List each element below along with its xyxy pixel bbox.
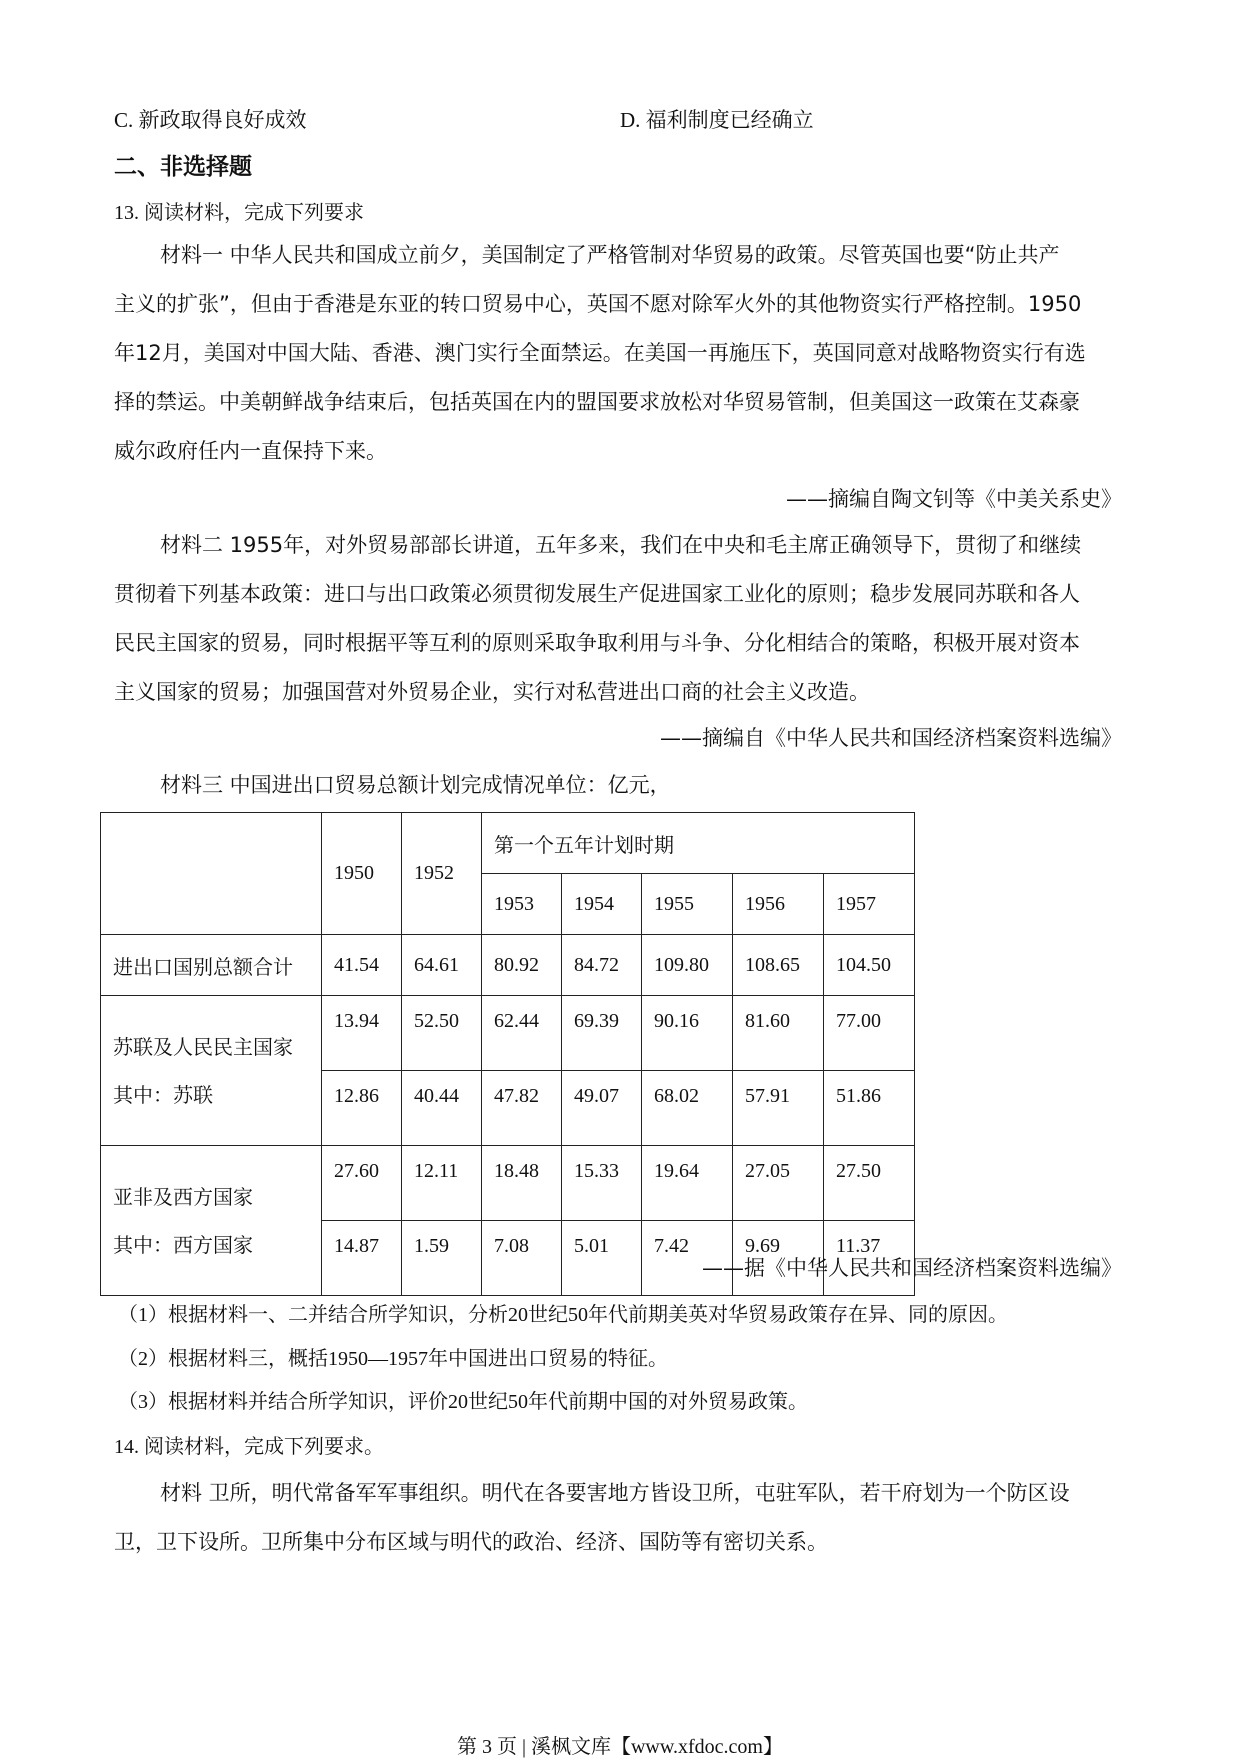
row-label: 亚非及西方国家 xyxy=(113,1184,253,1209)
page-footer: 第 3 页 | 溪枫文库【www.xfdoc.com】 xyxy=(456,1736,783,1758)
row-label: 其中：西方国家 xyxy=(113,1232,253,1257)
table-cell: 5.01 xyxy=(562,1221,642,1296)
table-cell: 41.54 xyxy=(322,935,402,996)
m2-line-1: 材料二 1955年，对外贸易部部长讲道，五年多来，我们在中央和毛主席正确领导下，贯彻了和继续 xyxy=(160,533,1082,557)
table-cell: 62.44 xyxy=(482,996,562,1071)
table-row xyxy=(101,996,915,1071)
plan-header: 第一个五年计划时期 xyxy=(482,813,915,874)
row-label-group xyxy=(101,1146,322,1296)
table-corner xyxy=(101,813,322,935)
table-cell: 68.02 xyxy=(642,1071,733,1146)
table-cell: 49.07 xyxy=(562,1071,642,1146)
table-cell: 1.59 xyxy=(402,1221,482,1296)
row-label: 苏联及人民民主国家 xyxy=(113,1034,293,1059)
m3-title: 材料三 中国进出口贸易总额计划完成情况单位：亿元， xyxy=(160,773,671,797)
table-cell: 57.91 xyxy=(733,1071,824,1146)
row-label-group xyxy=(101,996,322,1146)
year-header: 1957 xyxy=(824,874,915,935)
section-title: 二、非选择题 xyxy=(114,154,252,180)
option-d: D. 福利制度已经确立 xyxy=(620,108,814,132)
option-c: C. 新政取得良好成效 xyxy=(114,108,307,132)
sub-question-1: （1）根据材料一、二并结合所学知识，分析20世纪50年代前期美英对华贸易政策存在异、同的原因。 xyxy=(118,1304,1008,1326)
table-cell: 27.05 xyxy=(733,1146,824,1221)
year-header: 1950 xyxy=(322,813,402,935)
trade-table xyxy=(100,812,915,1296)
table-cell: 52.50 xyxy=(402,996,482,1071)
q14-title: 14. 阅读材料，完成下列要求。 xyxy=(114,1436,384,1458)
table-cell: 19.64 xyxy=(642,1146,733,1221)
q14-line-2: 卫，卫下设所。卫所集中分布区域与明代的政治、经济、国防等有密切关系。 xyxy=(114,1530,828,1554)
table-cell: 12.11 xyxy=(402,1146,482,1221)
table-cell: 18.48 xyxy=(482,1146,562,1221)
table-cell: 108.65 xyxy=(733,935,824,996)
table-cell: 7.08 xyxy=(482,1221,562,1296)
year-header: 1956 xyxy=(733,874,824,935)
table-cell: 12.86 xyxy=(322,1071,402,1146)
table-row xyxy=(101,1146,915,1221)
sub-question-2: （2）根据材料三，概括1950—1957年中国进出口贸易的特征。 xyxy=(118,1348,668,1370)
year-header: 1952 xyxy=(402,813,482,935)
m1-line-1: 材料一 中华人民共和国成立前夕，美国制定了严格管制对华贸易的政策。尽管英国也要“防止共产 xyxy=(160,243,1060,267)
m2-source: ——摘编自《中华人民共和国经济档案资料选编》 xyxy=(660,726,1122,750)
table-cell: 7.42 xyxy=(642,1221,733,1296)
table-cell: 84.72 xyxy=(562,935,642,996)
m2-line-4: 主义国家的贸易；加强国营对外贸易企业，实行对私营进出口商的社会主义改造。 xyxy=(114,680,870,704)
table-cell: 80.92 xyxy=(482,935,562,996)
m1-source: ——摘编自陶文钊等《中美关系史》 xyxy=(786,487,1122,511)
table-cell: 69.39 xyxy=(562,996,642,1071)
m2-line-2: 贯彻着下列基本政策：进口与出口政策必须贯彻发展生产促进国家工业化的原则；稳步发展同苏联和各人 xyxy=(114,582,1080,606)
table-cell: 90.16 xyxy=(642,996,733,1071)
row-label: 进出口国别总额合计 xyxy=(101,935,322,996)
table-cell: 9.69 xyxy=(733,1221,824,1296)
table-cell: 27.60 xyxy=(322,1146,402,1221)
table-cell: 15.33 xyxy=(562,1146,642,1221)
year-header: 1955 xyxy=(642,874,733,935)
table-cell: 77.00 xyxy=(824,996,915,1071)
m2-line-3: 民民主国家的贸易，同时根据平等互利的原则采取争取利用与斗争、分化相结合的策略，积极开展对资本 xyxy=(114,631,1080,655)
m1-line-5: 威尔政府任内一直保持下来。 xyxy=(114,439,387,463)
table-cell: 14.87 xyxy=(322,1221,402,1296)
table-cell: 51.86 xyxy=(824,1071,915,1146)
table-row xyxy=(101,935,915,996)
table-cell: 40.44 xyxy=(402,1071,482,1146)
m1-line-4: 择的禁运。中美朝鲜战争结束后，包括英国在内的盟国要求放松对华贸易管制，但美国这一政策在艾森豪 xyxy=(114,390,1080,414)
table-cell: 109.80 xyxy=(642,935,733,996)
table-cell: 11.37 xyxy=(824,1221,915,1296)
table-cell: 64.61 xyxy=(402,935,482,996)
table-cell: 47.82 xyxy=(482,1071,562,1146)
table-cell: 81.60 xyxy=(733,996,824,1071)
sub-question-3: （3）根据材料并结合所学知识，评价20世纪50年代前期中国的对外贸易政策。 xyxy=(118,1391,808,1413)
table-cell: 104.50 xyxy=(824,935,915,996)
year-header: 1954 xyxy=(562,874,642,935)
row-label: 其中：苏联 xyxy=(113,1082,213,1107)
year-header: 1953 xyxy=(482,874,562,935)
q13-title: 13. 阅读材料，完成下列要求 xyxy=(114,202,364,224)
table-cell: 13.94 xyxy=(322,996,402,1071)
m1-line-2: 主义的扩张”，但由于香港是东亚的转口贸易中心，英国不愿对除军火外的其他物资实行严格控制。1950 xyxy=(114,292,1082,316)
m3-source: ——据《中华人民共和国经济档案资料选编》 xyxy=(702,1256,1122,1280)
q14-line-1: 材料 卫所，明代常备军军事组织。明代在各要害地方皆设卫所，屯驻军队，若干府划为一个防区设 xyxy=(160,1481,1070,1505)
table-cell: 27.50 xyxy=(824,1146,915,1221)
m1-line-3: 年12月，美国对中国大陆、香港、澳门实行全面禁运。在美国一再施压下，英国同意对战略物资实行有选 xyxy=(114,341,1086,365)
